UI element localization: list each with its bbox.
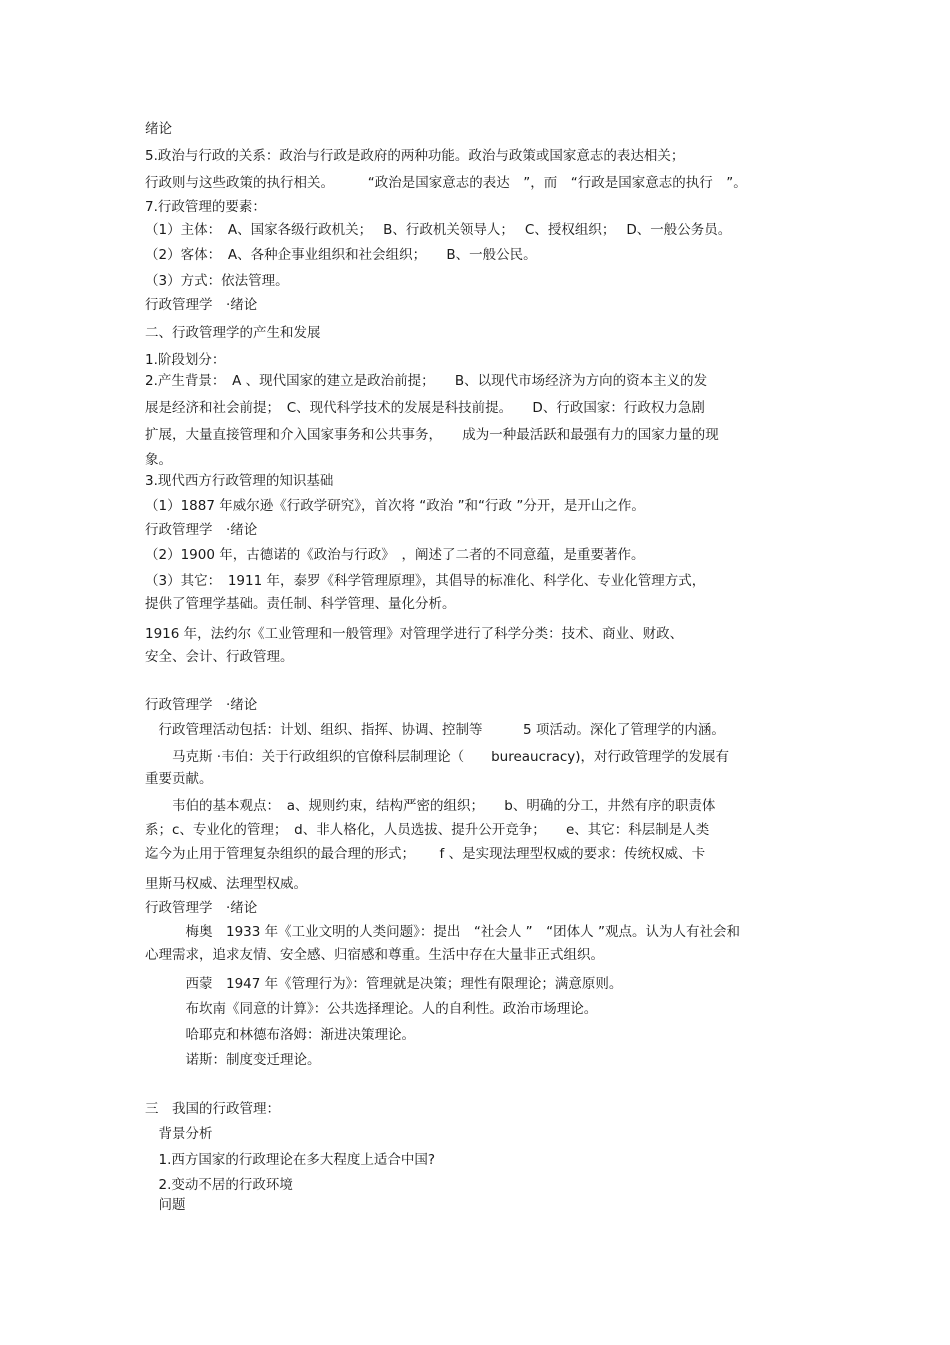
running-header: 行政管理学 ·绪论 [145,522,258,538]
text-line: 扩展，大量直接管理和介入国家事务和公共事务， 成为一种最活跃和最强有力的国家力量的现 [145,427,719,443]
section-heading: 绪论 [145,121,172,137]
text-line: 1916 年，法约尔《工业管理和一般管理》对管理学进行了科学分类：技术、商业、财政、 [145,626,684,642]
text-line: 7.行政管理的要素： [145,199,266,215]
text-line: 心理需求，追求友情、安全感、归宿感和尊重。生活中存在大量非正式组织。 [145,947,604,963]
text-line: （1）主体： A、国家各级行政机关； B、行政机关领导人； C、授权组织； D、一般公务员。 [145,222,732,238]
text-line: 提供了管理学基础。责任制、科学管理、量化分析。 [145,596,456,612]
text-line: （1）1887 年威尔逊《行政学研究》，首次将 “政治 ”和“行政 ”分开，是开山之作。 [145,498,645,514]
text-line: 里斯马权威、法理型权威。 [145,876,307,892]
text-line: 问题 [145,1197,186,1213]
text-line: 象。 [145,452,172,468]
text-line: （2）1900 年，古德诺的《政治与行政》 ，阐述了二者的不同意蕴，是重要著作。 [145,547,645,563]
text-line: 安全、会计、行政管理。 [145,649,294,665]
text-line: （2）客体： A、各种企事业组织和社会组织； B、一般公民。 [145,247,537,263]
running-header: 行政管理学 ·绪论 [145,900,258,916]
running-header: 行政管理学 ·绪论 [145,697,258,713]
text-line: 1.阶段划分： [145,352,226,368]
text-line: 迄今为止用于管理复杂组织的最合理的形式； f 、是实现法理型权威的要求：传统权威、卡 [145,846,706,862]
text-line: 2.变动不居的行政环境 [145,1177,293,1193]
text-line: 3.现代西方行政管理的知识基础 [145,473,334,489]
text-line: 西蒙 1947 年《管理行为》：管理就是决策；理性有限理论；满意原则。 [145,976,623,992]
text-line: 系；c、专业化的管理； d、非人格化，人员选拔、提升公开竞争； e、其它：科层制是人类 [145,822,710,838]
section-heading: 三 我国的行政管理： [145,1101,280,1117]
text-line: 行政则与这些政策的执行相关。 “政治是国家意志的表达 ”，而 “行政是国家意志的执行 ”。 [145,175,747,191]
text-line: 梅奥 1933 年《工业文明的人类问题》：提出 “社会人 ” “团体人 ”观点。认为人有社会和 [145,924,740,940]
text-line: 背景分析 [145,1126,213,1142]
running-header: 行政管理学 ·绪论 [145,297,258,313]
text-line: 5.政治与行政的关系：政治与行政是政府的两种功能。政治与政策或国家意志的表达相关； [145,148,685,164]
text-line: 布坎南《同意的计算》：公共选择理论。人的自利性。政治市场理论。 [145,1001,598,1017]
text-line: 哈耶克和林德布洛姆：渐进决策理论。 [145,1027,415,1043]
text-line: 重要贡献。 [145,771,213,787]
text-line: 1.西方国家的行政理论在多大程度上适合中国? [145,1152,436,1168]
text-line: （3）其它： 1911 年，泰罗《科学管理原理》，其倡导的标准化、科学化、专业化管理方式， [145,573,706,589]
text-line: 2.产生背景： A 、现代国家的建立是政治前提； B、以现代市场经济为方向的资本主义的发 [145,373,708,389]
text-line: 展是经济和社会前提； C、现代科学技术的发展是科技前提。 D、行政国家：行政权力急剧 [145,400,705,416]
text-line: 马克斯 ·韦伯：关于行政组织的官僚科层制理论（ bureaucracy)，对行政管理学的发展有 [145,749,730,765]
text-line: 诺斯：制度变迁理论。 [145,1052,321,1068]
section-heading: 二、行政管理学的产生和发展 [145,325,321,341]
text-line: 行政管理活动包括：计划、组织、指挥、协调、控制等 5 项活动。深化了管理学的内涵。 [145,722,725,738]
text-line: （3）方式：依法管理。 [145,273,289,289]
text-line: 韦伯的基本观点： a、规则约束，结构严密的组织； b、明确的分工，井然有序的职责体 [145,798,716,814]
